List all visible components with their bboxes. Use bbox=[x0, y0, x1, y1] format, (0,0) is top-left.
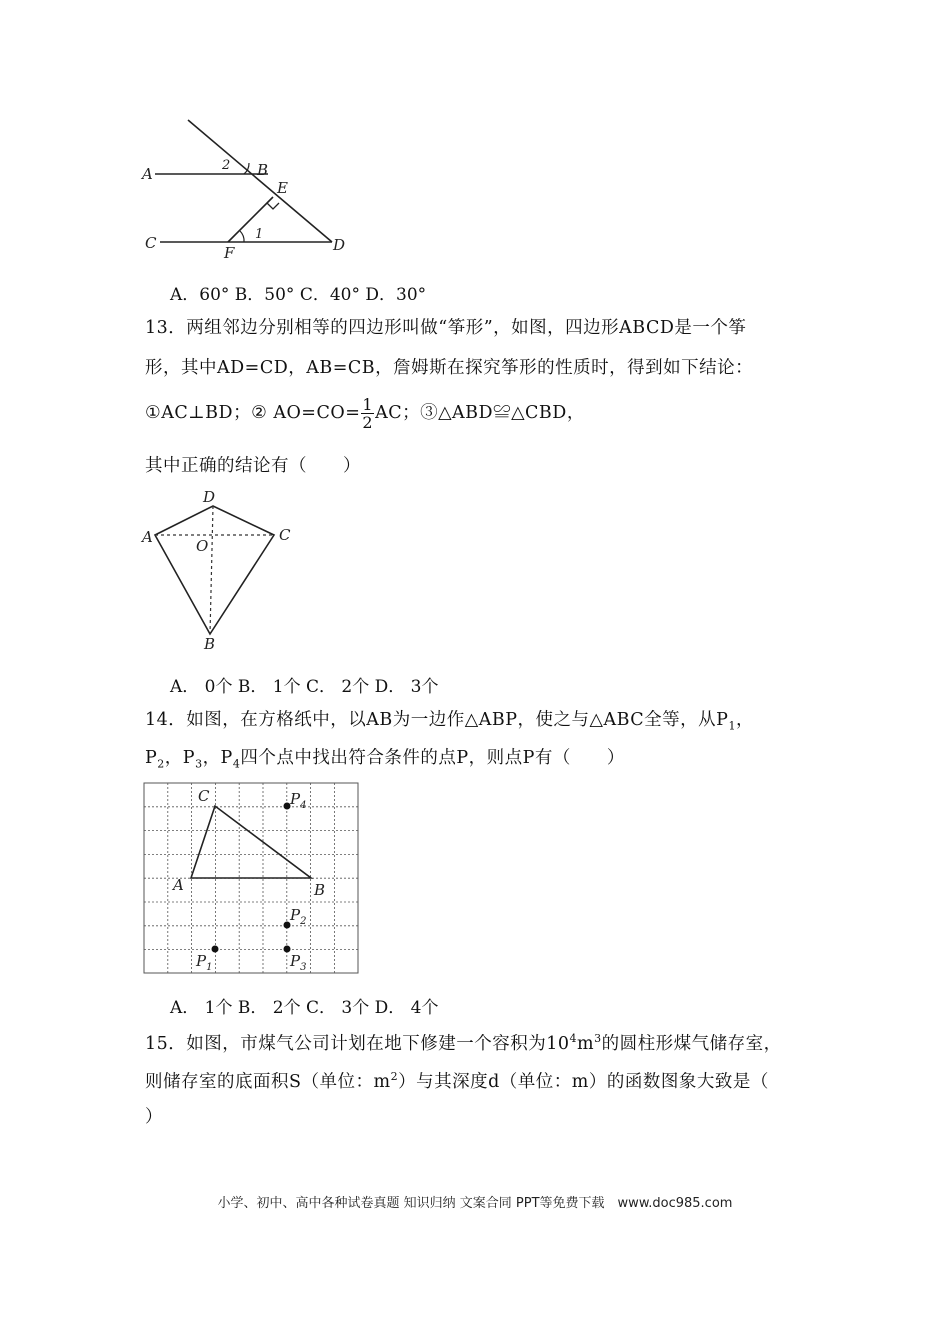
q13-fraction bbox=[361, 396, 374, 431]
q15-line-2b: ）与其深度d（单位：m）的函数图象大致是（ bbox=[398, 1072, 769, 1092]
q14-line-1b: ， bbox=[735, 710, 754, 730]
q15-line-1c: 的圆柱形煤气储存室， bbox=[601, 1034, 782, 1054]
q15-line-1b: m bbox=[577, 1034, 595, 1054]
q12-label-d: D bbox=[333, 236, 346, 254]
q13-line-3a: ①AC⊥BD；② AO=CO= bbox=[145, 403, 361, 423]
q13-line-3b: AC；③△ABD≌△CBD， bbox=[375, 403, 585, 423]
q13-label-b: B bbox=[204, 635, 216, 653]
q14-p2-letter: P bbox=[290, 906, 301, 924]
q12-label-e: E bbox=[277, 179, 288, 197]
q15-sup-3: 2 bbox=[390, 1070, 399, 1084]
q14-line-2-rest: 四个点中找出符合条件的点P，则点P有（ ） bbox=[240, 748, 625, 768]
q14-p3: ，P bbox=[164, 748, 196, 768]
q13-options: A． 0个 B． 1个 C． 2个 D． 3个 bbox=[170, 677, 439, 697]
q14-label-p2 bbox=[289, 906, 306, 927]
q12-figure bbox=[140, 115, 360, 265]
q14-s3: 3 bbox=[195, 757, 203, 771]
q15-line-2 bbox=[145, 1068, 769, 1093]
q15-line-1 bbox=[145, 1030, 782, 1055]
q14-p1-sub: 1 bbox=[206, 962, 213, 973]
q15-sup-1: 4 bbox=[569, 1032, 578, 1046]
q12-label-a: A bbox=[142, 165, 153, 183]
q12-label-b: B bbox=[257, 161, 269, 179]
q14-label-p1 bbox=[195, 952, 212, 973]
q14-p4: ，P bbox=[202, 748, 233, 768]
q13-line-3 bbox=[145, 396, 585, 431]
q14-label-p4 bbox=[289, 790, 306, 811]
q14-options: A． 1个 B． 2个 C． 3个 D． 4个 bbox=[170, 998, 439, 1018]
q12-angle-2: 2 bbox=[222, 158, 231, 173]
q15-line-2a: 则储存室的底面积S（单位：m bbox=[145, 1072, 391, 1092]
q12-options-text: A．60° B．50° C．40° D．30° bbox=[170, 285, 427, 305]
q14-figure bbox=[140, 780, 362, 976]
q13-line-4: 其中正确的结论有（ ） bbox=[145, 456, 361, 476]
q14-p2: P bbox=[145, 748, 158, 768]
q14-label-a: A bbox=[173, 876, 184, 894]
q12-label-c: C bbox=[145, 234, 157, 252]
q12-angle-1: 1 bbox=[255, 227, 264, 242]
q14-line-1 bbox=[145, 706, 754, 733]
q15-sup-2: 3 bbox=[594, 1032, 602, 1046]
q12-label-f: F bbox=[224, 244, 235, 262]
q13-line-2: 形，其中AD=CD，AB=CB，詹姆斯在探究筝形的性质时，得到如下结论： bbox=[145, 358, 754, 378]
q13-frac-num: 1 bbox=[362, 395, 374, 414]
q14-line-2 bbox=[145, 744, 625, 771]
q14-p4-sub: 4 bbox=[300, 800, 307, 811]
q13-label-c: C bbox=[279, 526, 291, 544]
q14-p4-letter: P bbox=[290, 790, 301, 808]
page-footer: 小学、初中、高中各种试卷真题 知识归纳 文案合同 PPT等免费下载 www.doc985.com bbox=[217, 1196, 733, 1211]
q14-label-c: C bbox=[198, 787, 210, 805]
q13-figure bbox=[140, 488, 310, 653]
q13-frac-den: 2 bbox=[362, 413, 374, 432]
q13-line-1: 13．两组邻边分别相等的四边形叫做“筝形”，如图，四边形ABCD是一个筝 bbox=[145, 318, 747, 338]
q14-line-1-sub: 1 bbox=[728, 719, 736, 733]
q14-p1-letter: P bbox=[196, 952, 207, 970]
q15-line-3: ） bbox=[145, 1107, 163, 1127]
q14-p3-sub: 3 bbox=[300, 962, 307, 973]
q14-p2-sub: 2 bbox=[300, 916, 307, 927]
q14-s2: 2 bbox=[157, 757, 165, 771]
q12-options bbox=[170, 280, 436, 305]
q13-label-o: O bbox=[196, 537, 209, 555]
q13-label-d: D bbox=[203, 488, 216, 506]
q14-p3-letter: P bbox=[290, 952, 301, 970]
q14-label-p3 bbox=[289, 952, 306, 973]
q14-s4: 4 bbox=[232, 757, 241, 771]
q14-label-b: B bbox=[314, 881, 326, 899]
q13-label-a: A bbox=[142, 528, 153, 546]
q14-line-1a: 14．如图，在方格纸中，以AB为一边作△ABP，使之与△ABC全等，从P bbox=[145, 710, 729, 730]
q15-line-1a: 15．如图，市煤气公司计划在地下修建一个容积为10 bbox=[145, 1034, 570, 1054]
